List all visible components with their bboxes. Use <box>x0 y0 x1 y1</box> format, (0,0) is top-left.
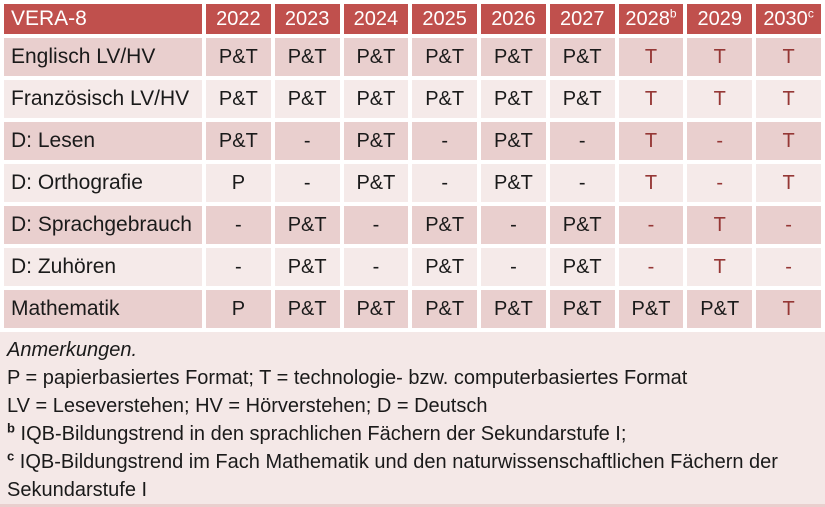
table-body <box>4 38 821 328</box>
row-label: D: Sprachgebrauch <box>4 206 202 244</box>
format-cell: T <box>756 80 821 118</box>
row-label: D: Zuhören <box>4 248 202 286</box>
footnote-b-marker: b <box>7 420 15 436</box>
format-cell: - <box>687 122 752 160</box>
format-cell: P&T <box>344 290 409 328</box>
footnote-c-marker: c <box>7 448 15 464</box>
format-cell: P&T <box>344 122 409 160</box>
notes-abbreviation-legend: LV = Leseverstehen; HV = Hörverstehen; D = Deutsch <box>7 395 488 417</box>
format-cell: P&T <box>481 80 546 118</box>
format-cell: T <box>756 290 821 328</box>
format-cell: P&T <box>206 38 271 76</box>
format-cell: P&T <box>550 290 615 328</box>
format-cell: P&T <box>481 164 546 202</box>
format-cell: - <box>206 206 271 244</box>
format-cell: P&T <box>687 290 752 328</box>
format-cell: T <box>619 122 684 160</box>
footnote-c-text: IQB-Bildungstrend im Fach Mathematik und den naturwissenschaftlichen Fächern der Sekundarstufe I <box>7 451 778 501</box>
year-column-header: 2029 <box>687 4 752 34</box>
notes-heading: Anmerkungen. <box>7 339 138 361</box>
format-cell: T <box>756 38 821 76</box>
format-cell: - <box>344 206 409 244</box>
format-cell: T <box>687 248 752 286</box>
notes-format-legend: P = papierbasiertes Format; T = technologie- bzw. computerbasiertes Format <box>7 367 688 389</box>
table-title: VERA-8 <box>4 4 202 34</box>
year-column-header: 2026 <box>481 4 546 34</box>
row-label: Französisch LV/HV <box>4 80 202 118</box>
format-cell: P&T <box>275 290 340 328</box>
format-cell: P&T <box>275 80 340 118</box>
format-cell: P&T <box>550 38 615 76</box>
format-cell: - <box>275 122 340 160</box>
format-cell: P&T <box>619 290 684 328</box>
format-cell: - <box>412 122 477 160</box>
row-label: Mathematik <box>4 290 202 328</box>
format-cell: - <box>481 206 546 244</box>
format-cell: - <box>412 164 477 202</box>
format-cell: - <box>619 248 684 286</box>
table-row <box>4 248 821 286</box>
format-cell: P&T <box>275 248 340 286</box>
format-cell: P <box>206 290 271 328</box>
format-cell: P&T <box>412 80 477 118</box>
row-label: D: Orthografie <box>4 164 202 202</box>
footnote-b-text: IQB-Bildungstrend in den sprachlichen Fächern der Sekundarstufe I; <box>20 423 627 445</box>
format-cell: - <box>550 164 615 202</box>
format-cell: T <box>619 38 684 76</box>
footnote-c <box>7 448 815 504</box>
table-header-row <box>4 4 821 34</box>
footnote-b <box>7 420 815 448</box>
format-cell: P&T <box>275 206 340 244</box>
table-row <box>4 164 821 202</box>
format-cell: P&T <box>412 206 477 244</box>
format-cell: P&T <box>344 164 409 202</box>
format-cell: T <box>687 80 752 118</box>
format-cell: P&T <box>206 122 271 160</box>
format-cell: P&T <box>412 248 477 286</box>
column-footnote-marker: b <box>669 5 677 20</box>
format-cell: T <box>756 164 821 202</box>
column-footnote-marker: c <box>807 5 814 20</box>
format-cell: P&T <box>344 80 409 118</box>
format-cell: T <box>756 122 821 160</box>
format-cell: T <box>619 164 684 202</box>
year-column-header: 2023 <box>275 4 340 34</box>
year-column-header: 2025 <box>412 4 477 34</box>
table-row <box>4 38 821 76</box>
format-cell: - <box>756 248 821 286</box>
format-cell: P&T <box>550 206 615 244</box>
table-row <box>4 206 821 244</box>
format-cell: - <box>275 164 340 202</box>
format-cell: P&T <box>481 290 546 328</box>
format-cell: P&T <box>550 248 615 286</box>
format-cell: P&T <box>412 38 477 76</box>
format-cell: P&T <box>275 38 340 76</box>
format-cell: P&T <box>412 290 477 328</box>
year-column-header: 2028$^b$ <box>619 4 684 34</box>
notes-section <box>0 332 825 504</box>
format-cell: - <box>481 248 546 286</box>
format-cell: T <box>687 38 752 76</box>
year-column-header: 2030$^c$ <box>756 4 821 34</box>
year-column-header: 2024 <box>344 4 409 34</box>
row-label: Englisch LV/HV <box>4 38 202 76</box>
format-cell: T <box>687 206 752 244</box>
row-label: D: Lesen <box>4 122 202 160</box>
format-cell: - <box>756 206 821 244</box>
format-cell: T <box>619 80 684 118</box>
table-row <box>4 290 821 328</box>
format-cell: P&T <box>481 122 546 160</box>
year-column-header: 2022 <box>206 4 271 34</box>
format-cell: P&T <box>481 38 546 76</box>
format-cell: - <box>206 248 271 286</box>
table-row <box>4 122 821 160</box>
format-cell: - <box>550 122 615 160</box>
table-row <box>4 80 821 118</box>
format-cell: P&T <box>206 80 271 118</box>
format-cell: P&T <box>344 38 409 76</box>
format-cell: P <box>206 164 271 202</box>
format-cell: - <box>344 248 409 286</box>
format-cell: - <box>687 164 752 202</box>
year-column-header: 2027 <box>550 4 615 34</box>
format-cell: P&T <box>550 80 615 118</box>
format-cell: - <box>619 206 684 244</box>
